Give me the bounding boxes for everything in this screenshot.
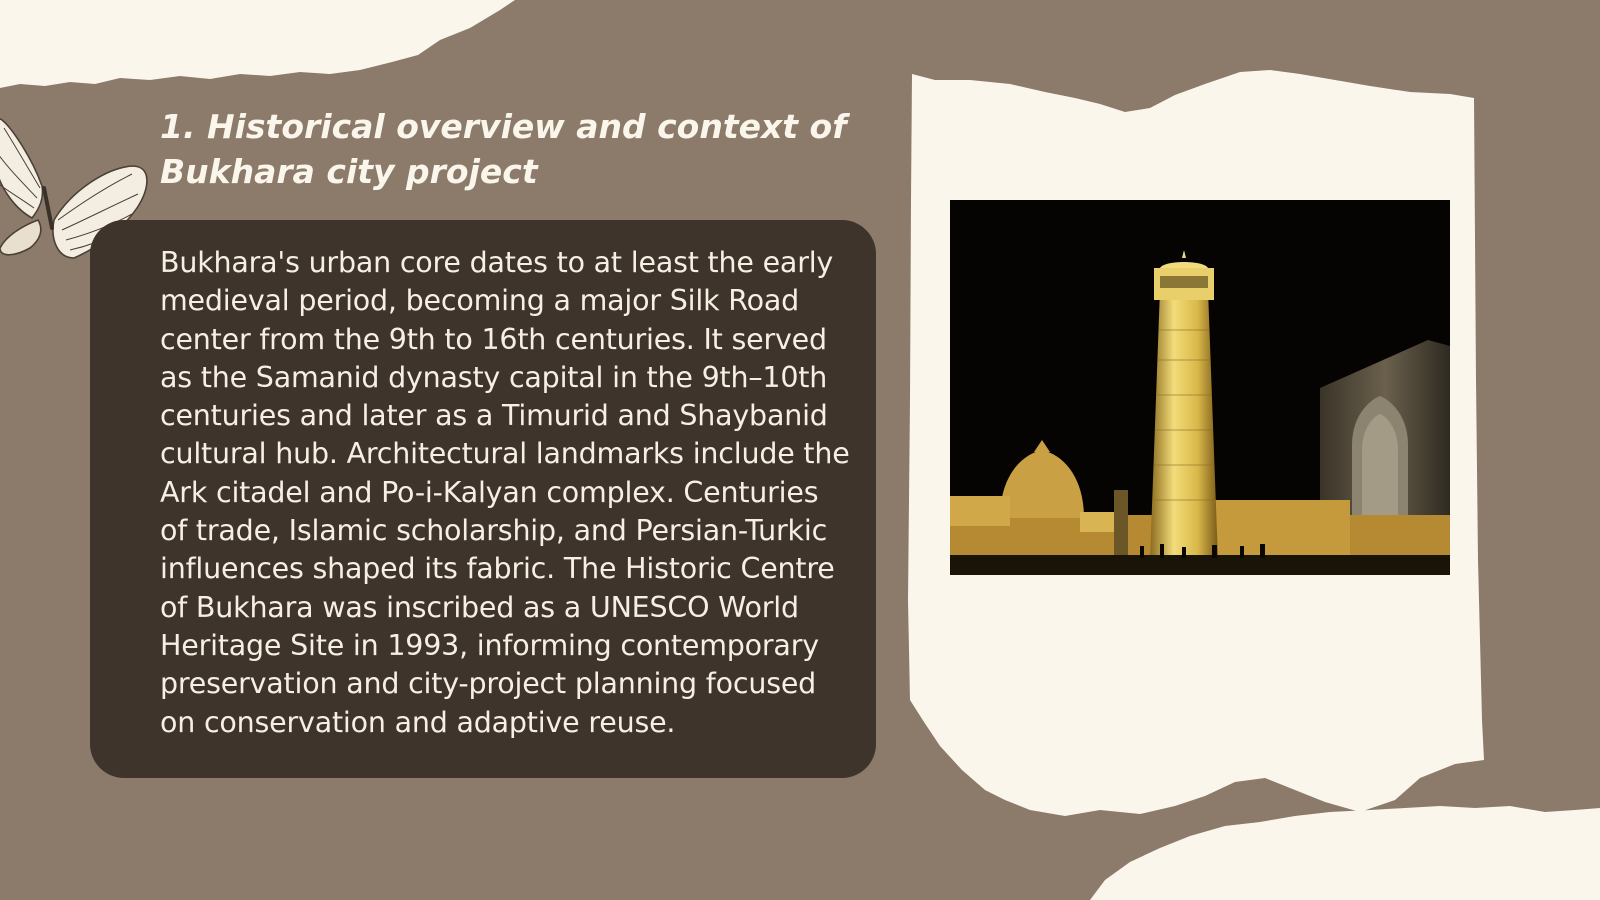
torn-paper-bottom-right: [1090, 806, 1600, 900]
body-text: Bukhara's urban core dates to at least the early medieval period, becoming a major Silk Road center from the 9th to 16th centuries. It served as the Samanid dynasty capital in the 9th–10th centuries and later as a Timurid and Shaybanid cultural hub. Architectural landmarks include the Ark citadel and Po-i-Kalyan complex. Centuries of trade, Islamic scholarship, and Persian-Turkic influences shaped its fabric. The Historic Centre of Bukhara was inscribed as a UNESCO World Heritage Site in 1993, informing contemporary preservation and city-project planning focused on conservation and adaptive reuse.: [160, 246, 850, 739]
torn-paper-top-left: [0, 0, 515, 88]
slide-title: 1. Historical overview and context of Bukhara city project: [160, 107, 847, 191]
minaret-photo: [950, 200, 1450, 575]
